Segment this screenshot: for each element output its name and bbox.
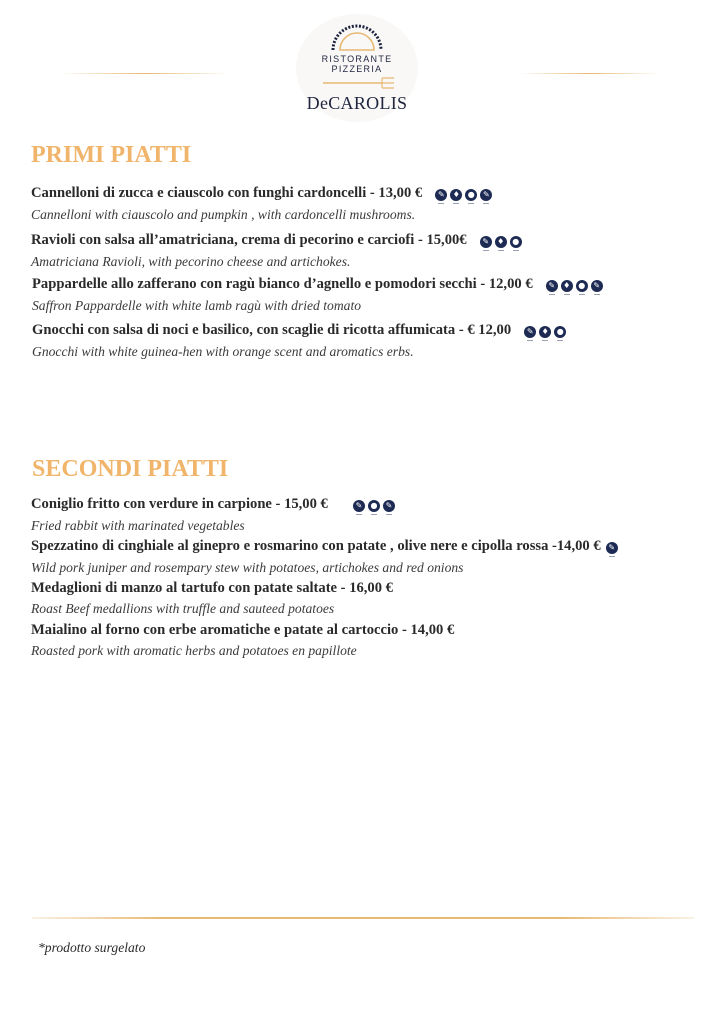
milk-icon: ♦ (561, 280, 573, 292)
dish-name: Spezzatino di cinghiale al ginepro e rosmarino con patate , olive nere e cipolla rossa -14,00 € (31, 538, 601, 554)
dish-description: Roasted pork with aromatic herbs and potatoes en papillote (31, 643, 357, 658)
dish-name: Cannelloni di zucca e ciauscolo con funghi cardoncelli - 13,00 € (31, 185, 423, 201)
dish-name: Medaglioni di manzo al tartufo con patate saltate - 16,00 € (31, 580, 393, 596)
header-rule-right (520, 73, 660, 74)
menu-item (31, 620, 454, 659)
allergen-icons (524, 321, 569, 340)
dish-name: Coniglio fritto con verdure in carpione - 15,00 € (31, 496, 328, 512)
dish-description: Gnocchi with white guinea-hen with orange scent and aromatics erbs. (32, 344, 414, 359)
wheat-icon: ✎ (383, 500, 395, 512)
egg-icon: ● (554, 326, 566, 338)
wheat-icon: ✎ (435, 189, 447, 201)
wheat-icon: ✎ (606, 542, 618, 554)
dish-description: Fried rabbit with marinated vegetables (31, 518, 245, 533)
egg-icon: ● (368, 500, 380, 512)
dish-name: Maialino al forno con erbe aromatiche e patate al cartoccio - 14,00 € (31, 622, 455, 638)
egg-icon: ● (465, 189, 477, 201)
menu-item (31, 494, 398, 534)
wheat-icon: ✎ (524, 326, 536, 338)
egg-icon: ● (510, 236, 522, 248)
header-rule-left (60, 73, 230, 74)
logo-name: DeCAROLIS (306, 93, 408, 113)
dish-description: Cannelloni with ciauscolo and pumpkin , with cardoncelli mushrooms. (31, 207, 416, 222)
allergen-icons (435, 184, 495, 203)
menu-item (31, 230, 525, 270)
wheat-icon: ✎ (546, 280, 558, 292)
wheat-icon: ✎ (480, 236, 492, 248)
section-title-primi: PRIMI PIATTI (31, 142, 192, 168)
dish-name: Ravioli con salsa all’amatriciana, crema di pecorino e carciofi - 15,00€ (31, 232, 467, 248)
dish-name: Pappardelle allo zafferano con ragù bianco d’agnello e pomodori secchi - 12,00 € (32, 276, 533, 292)
logo-line-pizzeria: PIZZERIA (331, 64, 383, 74)
section-title-secondi: SECONDI PIATTI (32, 456, 229, 482)
footnote: *prodotto surgelato (38, 940, 146, 955)
milk-icon: ♦ (539, 326, 551, 338)
allergen-icons (546, 275, 606, 294)
logo-line-ristorante: RISTORANTE (321, 54, 393, 64)
dish-name: Gnocchi con salsa di noci e basilico, con scaglie di ricotta affumicata - € 12,00 (32, 322, 512, 338)
egg-icon: ● (576, 280, 588, 292)
milk-icon: ♦ (450, 189, 462, 201)
allergen-icons (606, 537, 621, 556)
dish-description: Saffron Pappardelle with white lamb ragù with dried tomato (32, 298, 362, 313)
restaurant-logo (296, 14, 418, 122)
milk-icon: ♦ (495, 236, 507, 248)
wheat-icon: ✎ (353, 500, 365, 512)
menu-item (32, 274, 606, 314)
footer-rule (32, 917, 694, 919)
menu-item (31, 578, 393, 617)
wheat-icon: ✎ (591, 280, 603, 292)
menu-item (31, 536, 621, 576)
dish-description: Amatriciana Ravioli, with pecorino cheese and artichokes. (31, 254, 351, 269)
allergen-icons (353, 495, 398, 514)
menu-item (31, 183, 495, 223)
menu-item (32, 320, 569, 360)
dish-description: Roast Beef medallions with truffle and sauteed potatoes (31, 601, 335, 616)
wheat-icon: ✎ (480, 189, 492, 201)
allergen-icons (480, 231, 525, 250)
dish-description: Wild pork juniper and rosempary stew with potatoes, artichokes and red onions (31, 560, 464, 575)
